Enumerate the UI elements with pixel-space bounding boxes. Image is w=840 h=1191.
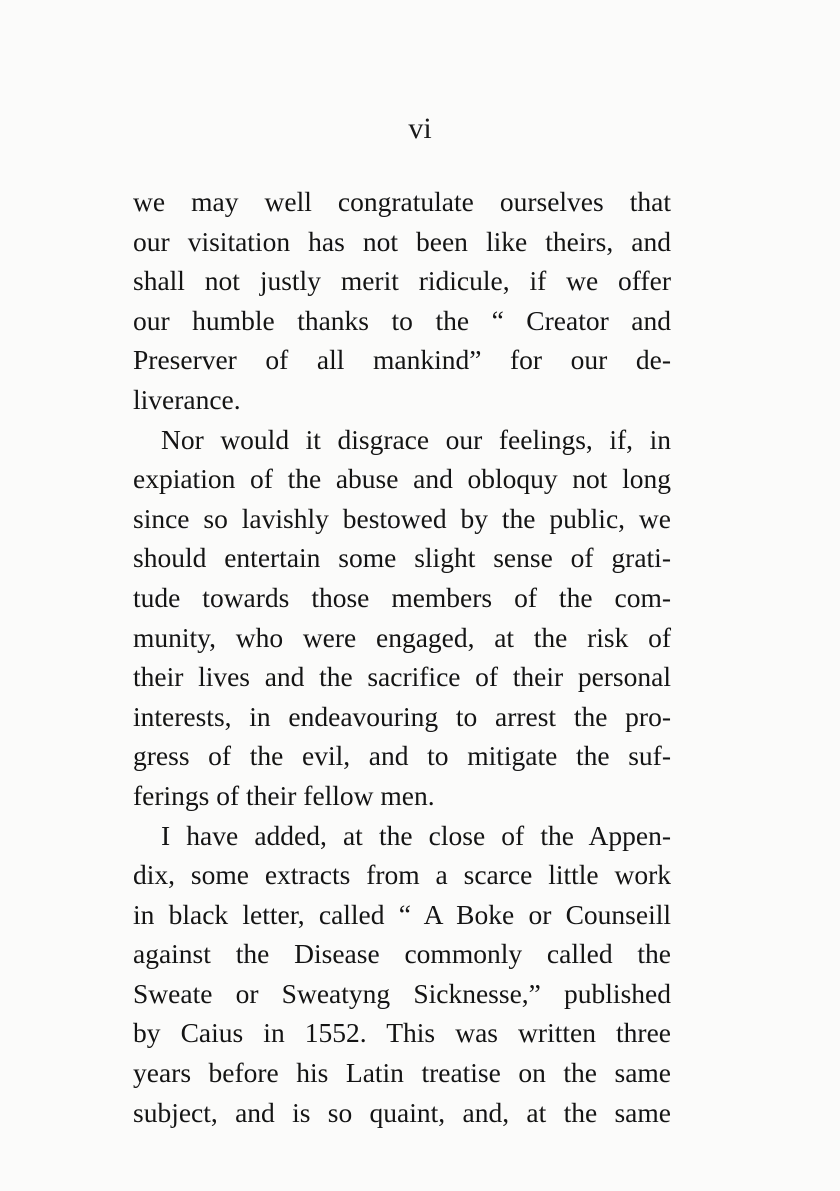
text-line: tude towards those members of the com- xyxy=(133,581,671,613)
text-line: years before his Latin treatise on the same xyxy=(133,1057,671,1089)
text-line: expiation of the abuse and obloquy not long xyxy=(133,463,671,495)
text-line: interests, in endeavouring to arrest the pro- xyxy=(133,700,671,732)
text-line: Sweate or Sweatyng Sicknesse,” published xyxy=(133,977,671,1009)
text-line: we may well congratulate ourselves that xyxy=(133,186,671,217)
text-line: by Caius in 1552. This was written three xyxy=(133,1017,671,1049)
text-line: subject, and is so quaint, and, at the same xyxy=(133,1096,671,1128)
text-line: their lives and the sacrifice of their personal xyxy=(133,661,671,693)
page-number: vi xyxy=(408,112,432,145)
text-line: since so lavishly bestowed by the public, we xyxy=(133,502,671,534)
text-line: liverance. xyxy=(133,383,241,415)
text-line: our visitation has not been like theirs, and xyxy=(133,225,671,257)
text-line: gress of the evil, and to mitigate the suf- xyxy=(133,740,671,772)
text-line: Preserver of all mankind” for our de- xyxy=(133,344,671,376)
text-line: our humble thanks to the “ Creator and xyxy=(133,304,671,336)
text-line: munity, who were engaged, at the risk of xyxy=(133,621,671,653)
text-line: should entertain some slight sense of grati- xyxy=(133,542,671,574)
text-line: against the Disease commonly called the xyxy=(133,938,671,970)
text-line: dix, some extracts from a scarce little work xyxy=(133,859,671,891)
paragraph-3 xyxy=(133,816,671,1133)
paragraph-2 xyxy=(133,420,671,816)
text-line: Nor would it disgrace our feelings, if, in xyxy=(161,423,671,455)
text-line: ferings of their fellow men. xyxy=(133,779,435,811)
text-line: I have added, at the close of the Appen- xyxy=(161,819,671,851)
body-text xyxy=(133,182,671,1132)
text-line: in black letter, called “ A Boke or Counseill xyxy=(133,898,671,930)
text-line: shall not justly merit ridicule, if we offer xyxy=(133,265,671,297)
paragraph-1 xyxy=(133,182,671,420)
